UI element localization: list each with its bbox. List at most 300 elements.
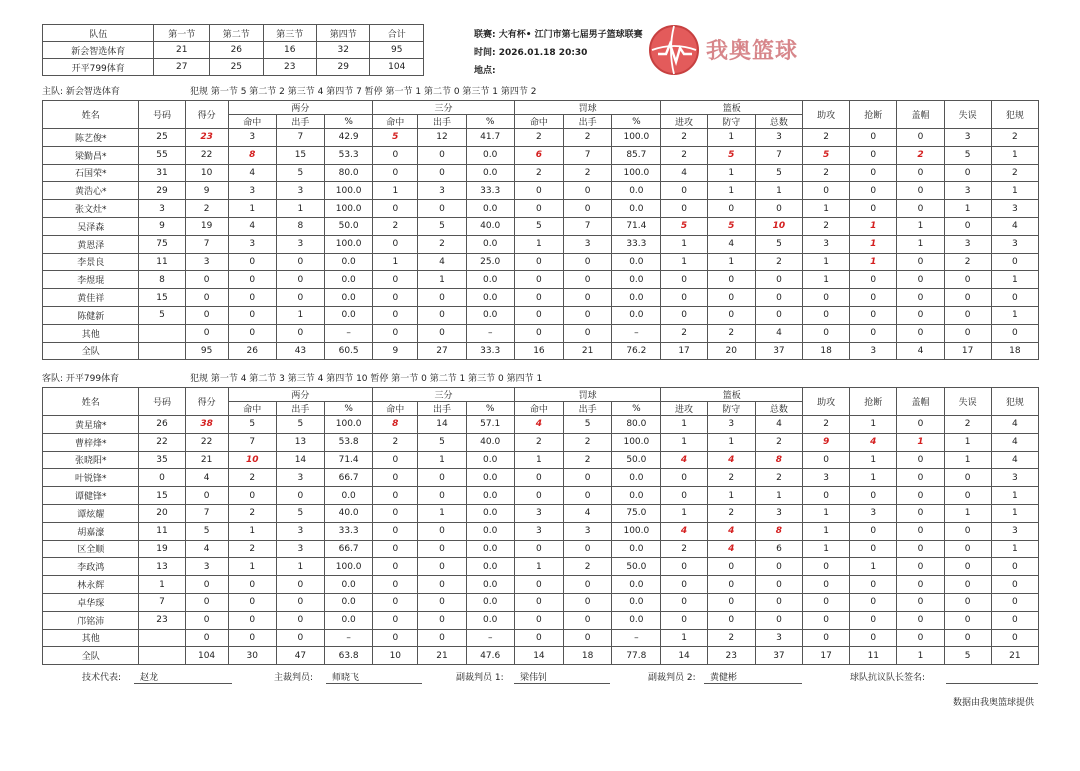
stat-cell: 2	[514, 433, 563, 451]
col-header-made: 命中	[514, 115, 563, 129]
col-header-attempts: 出手	[564, 402, 612, 416]
stat-cell: 20	[139, 504, 185, 522]
stat-cell: 0	[418, 324, 466, 342]
stat-cell: 1	[661, 235, 707, 253]
stat-cell: 31	[139, 164, 185, 182]
stat-cell: 27	[418, 342, 466, 360]
player-row	[43, 235, 1039, 253]
stat-cell: 0.0	[325, 487, 373, 505]
stat-cell: 0.0	[466, 558, 514, 576]
stat-cell: 0	[661, 271, 707, 289]
stat-cell: 0	[707, 306, 755, 324]
stat-cell: 0	[228, 576, 276, 594]
stat-cell: 9	[373, 342, 418, 360]
stat-cell: 5	[276, 504, 324, 522]
stat-cell: 0	[514, 200, 563, 218]
scoreboard-header-cell: 合计	[370, 25, 424, 42]
col-header-percent: %	[325, 402, 373, 416]
stat-cell: 5	[139, 306, 185, 324]
col-header-name: 姓名	[43, 388, 139, 416]
stat-cell: 0.0	[466, 271, 514, 289]
stat-cell: 5	[228, 416, 276, 434]
stat-cell: 0.0	[466, 487, 514, 505]
quarter-score-cell: 32	[317, 42, 370, 59]
stat-cell: 0.0	[325, 289, 373, 307]
col-header-blocks: 盖帽	[897, 101, 944, 129]
stat-cell: 66.7	[325, 469, 373, 487]
stat-cell: –	[325, 324, 373, 342]
stat-cell: 20	[707, 342, 755, 360]
stat-cell: 66.7	[325, 540, 373, 558]
stat-cell: 4	[755, 416, 802, 434]
stat-cell: 0.0	[466, 540, 514, 558]
stat-cell: 10	[185, 164, 228, 182]
stat-cell: 2	[661, 129, 707, 147]
stat-cell: 4	[228, 217, 276, 235]
stats-header-row-1	[43, 101, 1039, 115]
stat-cell: 14	[276, 451, 324, 469]
stat-cell: 8	[755, 522, 802, 540]
stat-cell: 2	[707, 469, 755, 487]
stat-cell: 2	[564, 433, 612, 451]
stat-cell: 0	[564, 200, 612, 218]
stat-cell: 8	[373, 416, 418, 434]
player-name-cell: 全队	[43, 342, 139, 360]
stat-cell: 75.0	[612, 504, 661, 522]
stat-cell: 0.0	[612, 306, 661, 324]
stat-cell: 2	[228, 469, 276, 487]
stat-cell: –	[612, 629, 661, 647]
stat-cell: 2	[564, 558, 612, 576]
stat-cell: 0	[661, 487, 707, 505]
stat-cell: 5	[276, 416, 324, 434]
referee-1-label: 副裁判员 1:	[456, 673, 504, 683]
stat-cell: 100.0	[612, 433, 661, 451]
stat-cell: 0	[897, 324, 944, 342]
stat-cell: 0.0	[466, 306, 514, 324]
stat-cell: 3	[185, 558, 228, 576]
stat-cell: 0	[276, 629, 324, 647]
stat-cell: 1	[944, 504, 991, 522]
stat-cell: 1	[139, 576, 185, 594]
stat-cell: 1	[850, 416, 897, 434]
stat-cell: 50.0	[325, 217, 373, 235]
player-name-cell: 陈健新	[43, 306, 139, 324]
stat-cell: 0	[803, 629, 850, 647]
stat-cell: 1	[850, 469, 897, 487]
stat-cell: 100.0	[612, 129, 661, 147]
stat-cell: 0	[514, 593, 563, 611]
stat-cell: 5	[514, 217, 563, 235]
stat-cell: 23	[707, 647, 755, 665]
stat-cell: 0	[373, 593, 418, 611]
col-header-number: 号码	[139, 388, 185, 416]
stat-cell: 0	[514, 487, 563, 505]
stat-cell: 0.0	[612, 611, 661, 629]
stat-cell: 18	[991, 342, 1038, 360]
stat-cell: 1	[276, 306, 324, 324]
player-row	[43, 200, 1039, 218]
stat-cell: 0	[803, 558, 850, 576]
stat-cell: 0	[418, 306, 466, 324]
stat-cell: 3	[185, 253, 228, 271]
stat-cell: 38	[185, 416, 228, 434]
stat-cell: 4	[661, 164, 707, 182]
stat-cell: 7	[564, 217, 612, 235]
stat-cell: 80.0	[612, 416, 661, 434]
stat-cell: 0	[514, 271, 563, 289]
stat-cell: 3	[139, 200, 185, 218]
stat-cell: 0	[944, 593, 991, 611]
stat-cell: 0	[991, 593, 1038, 611]
player-row	[43, 647, 1039, 665]
stat-cell: 0	[803, 611, 850, 629]
stat-cell: 0	[707, 271, 755, 289]
player-row	[43, 558, 1039, 576]
stat-cell: 5	[707, 217, 755, 235]
stat-cell: 40.0	[325, 504, 373, 522]
stat-cell: 0	[185, 593, 228, 611]
stat-cell: 7	[139, 593, 185, 611]
stat-cell: 2	[755, 469, 802, 487]
player-row	[43, 164, 1039, 182]
player-name-cell: 卓华琛	[43, 593, 139, 611]
stat-cell: 26	[228, 342, 276, 360]
stat-cell: 3	[564, 522, 612, 540]
player-row	[43, 324, 1039, 342]
stat-cell: 0	[991, 289, 1038, 307]
stat-cell: 0	[991, 324, 1038, 342]
stat-cell: 0	[850, 593, 897, 611]
stat-cell: 0.0	[325, 306, 373, 324]
stat-cell: 0	[850, 576, 897, 594]
stat-cell: 1	[897, 433, 944, 451]
stat-cell: 0	[373, 200, 418, 218]
stat-cell: 0	[185, 611, 228, 629]
stat-cell	[139, 629, 185, 647]
stat-cell: 0	[276, 611, 324, 629]
stat-cell: 1	[991, 540, 1038, 558]
stat-cell: 0	[373, 576, 418, 594]
stat-cell: 0	[897, 629, 944, 647]
signature-footer	[82, 670, 1042, 684]
player-row	[43, 469, 1039, 487]
col-header-turnovers: 失误	[944, 388, 991, 416]
player-row	[43, 611, 1039, 629]
stat-cell: 0.0	[466, 451, 514, 469]
stat-cell: 2	[944, 253, 991, 271]
stat-cell: 0	[418, 540, 466, 558]
stat-cell: 1	[755, 182, 802, 200]
stat-cell: 37	[755, 647, 802, 665]
stat-cell: 0	[803, 289, 850, 307]
stat-cell: 4	[991, 217, 1038, 235]
player-row	[43, 342, 1039, 360]
stat-cell: 0	[661, 289, 707, 307]
stat-cell: 1	[850, 235, 897, 253]
stat-cell: 0.0	[612, 576, 661, 594]
quarter-score-cell: 23	[263, 59, 316, 76]
stat-cell: 0	[661, 558, 707, 576]
stat-cell: 2	[707, 504, 755, 522]
stat-cell: 0	[514, 540, 563, 558]
stat-cell: 0.0	[612, 271, 661, 289]
stat-cell: 0	[373, 469, 418, 487]
stat-cell: 1	[514, 451, 563, 469]
player-row	[43, 129, 1039, 147]
stat-cell: 0.0	[466, 504, 514, 522]
chief-referee-label: 主裁判员:	[274, 673, 314, 683]
col-header-percent: %	[325, 115, 373, 129]
player-name-cell: 谭健锋*	[43, 487, 139, 505]
stat-cell: 0	[276, 324, 324, 342]
stat-cell: 5	[944, 146, 991, 164]
stat-cell: 0	[564, 487, 612, 505]
stats-header-row-1	[43, 388, 1039, 402]
stat-cell: 0	[276, 593, 324, 611]
stat-cell: 2	[661, 324, 707, 342]
stat-cell: 8	[276, 217, 324, 235]
player-row	[43, 253, 1039, 271]
stat-cell: 5	[944, 647, 991, 665]
stat-cell: 0	[564, 540, 612, 558]
scoreboard-row	[43, 42, 424, 59]
stat-cell: 0	[755, 593, 802, 611]
league-name: 联赛: 大有杯• 江门市第七届男子篮球联赛	[474, 30, 643, 40]
stat-cell: 0	[707, 576, 755, 594]
stat-cell: 0	[661, 306, 707, 324]
stat-cell: 0.0	[612, 289, 661, 307]
stat-cell: 2	[661, 146, 707, 164]
stat-cell: 1	[991, 504, 1038, 522]
stat-cell: 4	[707, 235, 755, 253]
referee-2-label: 副裁判员 2:	[648, 673, 696, 683]
stat-cell: 4	[707, 451, 755, 469]
stat-cell: 2	[564, 129, 612, 147]
stat-cell: 2	[803, 217, 850, 235]
stat-cell: 100.0	[612, 164, 661, 182]
stat-cell: 14	[514, 647, 563, 665]
stat-cell: 77.8	[612, 647, 661, 665]
stat-cell: 100.0	[325, 416, 373, 434]
stat-cell: 4	[185, 540, 228, 558]
stat-cell: 0	[276, 487, 324, 505]
stat-cell: 21	[185, 451, 228, 469]
stat-cell: 0	[418, 593, 466, 611]
stat-cell: 0	[185, 487, 228, 505]
stat-cell: 0	[373, 146, 418, 164]
stat-cell: 0	[514, 289, 563, 307]
stat-cell: 2	[707, 324, 755, 342]
stat-cell: 17	[944, 342, 991, 360]
stat-cell: 0	[373, 235, 418, 253]
col-header-three-pointers: 三分	[373, 101, 515, 115]
stat-cell: 40.0	[466, 433, 514, 451]
stat-cell: 1	[755, 487, 802, 505]
stat-cell: 1	[991, 306, 1038, 324]
stat-cell: 0	[897, 611, 944, 629]
player-name-cell: 黄佳祥	[43, 289, 139, 307]
stat-cell: 12	[418, 129, 466, 147]
stat-cell: 0	[755, 558, 802, 576]
stat-cell: –	[466, 629, 514, 647]
stat-cell: 0	[373, 164, 418, 182]
stat-cell: 17	[803, 647, 850, 665]
stat-cell: 0	[897, 289, 944, 307]
stat-cell: 33.3	[612, 235, 661, 253]
col-header-percent: %	[466, 402, 514, 416]
player-name-cell: 谭炫耀	[43, 504, 139, 522]
stat-cell: 0	[944, 611, 991, 629]
stat-cell: 1	[991, 271, 1038, 289]
player-row	[43, 271, 1039, 289]
stat-cell	[139, 647, 185, 665]
col-header-attempts: 出手	[276, 115, 324, 129]
stat-cell: 26	[139, 416, 185, 434]
home-team-stats-table	[42, 100, 1039, 360]
stat-cell: 0	[228, 593, 276, 611]
brand-logo	[648, 24, 848, 78]
col-header-steals: 抢断	[850, 388, 897, 416]
away-team-fouls: 犯规 第一节 4 第二节 3 第三节 4 第四节 10 暂停 第一节 0 第二节 1 第三节 0 第四节 1	[190, 374, 543, 384]
stat-cell: 0.0	[612, 487, 661, 505]
stat-cell: 0.0	[466, 593, 514, 611]
stat-cell: 0.0	[466, 611, 514, 629]
stat-cell: 0	[803, 593, 850, 611]
stat-cell: 0	[373, 487, 418, 505]
stat-cell: 0.0	[466, 235, 514, 253]
quarter-score-cell: 16	[263, 42, 316, 59]
stat-cell: 0	[228, 324, 276, 342]
scoreboard-header-row	[43, 25, 424, 42]
chief-referee-value: 师晓飞	[326, 670, 422, 684]
stat-cell: 0	[661, 200, 707, 218]
stat-cell: 0	[897, 129, 944, 147]
stat-cell: 1	[661, 416, 707, 434]
player-name-cell: 邝铭沛	[43, 611, 139, 629]
quarter-score-cell: 26	[210, 42, 263, 59]
stat-cell: 0	[850, 129, 897, 147]
stat-cell: 4	[991, 433, 1038, 451]
stat-cell: 0	[944, 324, 991, 342]
stat-cell: 1	[897, 217, 944, 235]
stat-cell: 0	[755, 289, 802, 307]
stat-cell: 0.0	[612, 182, 661, 200]
stat-cell: 2	[707, 629, 755, 647]
stat-cell: 5	[418, 433, 466, 451]
stat-cell: 33.3	[325, 522, 373, 540]
quarter-score-cell: 104	[370, 59, 424, 76]
stat-cell: 3	[707, 416, 755, 434]
stat-cell: 0	[185, 629, 228, 647]
stat-cell: 2	[803, 129, 850, 147]
stat-cell: 18	[803, 342, 850, 360]
stat-cell: 15	[139, 289, 185, 307]
player-name-cell: 黄浩心*	[43, 182, 139, 200]
stat-cell: 4	[514, 416, 563, 434]
stat-cell: 1	[803, 200, 850, 218]
stat-cell: 0	[897, 182, 944, 200]
stat-cell: 3	[418, 182, 466, 200]
stat-cell: 0	[991, 629, 1038, 647]
player-name-cell: 胡嘉濠	[43, 522, 139, 540]
stat-cell: 21	[564, 342, 612, 360]
stat-cell: 0	[228, 611, 276, 629]
player-row	[43, 593, 1039, 611]
stat-cell: 5	[755, 235, 802, 253]
stat-cell: 1	[661, 253, 707, 271]
team-name-cell: 开平799体育	[43, 59, 154, 76]
stat-cell: 0	[897, 487, 944, 505]
stat-cell: 0	[373, 522, 418, 540]
stat-cell: 0.0	[466, 200, 514, 218]
stat-cell: 5	[707, 146, 755, 164]
stat-cell: 4	[185, 469, 228, 487]
stat-cell: 2	[514, 129, 563, 147]
stat-cell: 8	[228, 146, 276, 164]
quarter-score-cell: 25	[210, 59, 263, 76]
away-team-header	[42, 373, 1042, 385]
home-team-fouls: 犯规 第一节 5 第二节 2 第三节 4 第四节 7 暂停 第一节 1 第二节 0 第三节 1 第四节 2	[190, 87, 537, 97]
quarter-score-cell: 95	[370, 42, 424, 59]
stat-cell: 0	[755, 271, 802, 289]
stat-cell: 42.9	[325, 129, 373, 147]
stat-cell: 0	[850, 487, 897, 505]
player-row	[43, 146, 1039, 164]
col-header-offensive: 进攻	[661, 115, 707, 129]
player-name-cell: 吴泽森	[43, 217, 139, 235]
stat-cell: 0	[514, 469, 563, 487]
stat-cell: 6	[755, 540, 802, 558]
stat-cell: 76.2	[612, 342, 661, 360]
stat-cell: 1	[803, 271, 850, 289]
stat-cell: 1	[944, 451, 991, 469]
stat-cell: 0	[661, 469, 707, 487]
away-team-stats-table	[42, 387, 1039, 665]
col-header-defensive: 防守	[707, 115, 755, 129]
stat-cell: 2	[803, 416, 850, 434]
stat-cell: 0	[850, 611, 897, 629]
stat-cell: 1	[944, 433, 991, 451]
col-header-made: 命中	[373, 115, 418, 129]
stat-cell: 5	[803, 146, 850, 164]
stat-cell: 0	[944, 217, 991, 235]
stat-cell: 0	[944, 306, 991, 324]
stat-cell: 2	[755, 433, 802, 451]
stat-cell: 3	[755, 629, 802, 647]
player-name-cell: 黄星瑜*	[43, 416, 139, 434]
stat-cell: 0	[514, 253, 563, 271]
stat-cell: 4	[418, 253, 466, 271]
player-row	[43, 416, 1039, 434]
stat-cell: 43	[276, 342, 324, 360]
stat-cell: 1	[228, 558, 276, 576]
stat-cell: 0	[418, 558, 466, 576]
player-name-cell: 陈艺俊*	[43, 129, 139, 147]
col-header-percent: %	[466, 115, 514, 129]
stat-cell: 1	[373, 253, 418, 271]
stat-cell: 4	[707, 522, 755, 540]
stat-cell: 100.0	[325, 200, 373, 218]
stat-cell: 4	[661, 451, 707, 469]
basketball-logo-icon	[648, 24, 700, 76]
stat-cell: 2	[991, 164, 1038, 182]
stat-cell: 2	[564, 164, 612, 182]
stat-cell: 2	[514, 164, 563, 182]
stat-cell: 0.0	[325, 576, 373, 594]
quarter-score-cell: 21	[154, 42, 210, 59]
stat-cell: 25.0	[466, 253, 514, 271]
